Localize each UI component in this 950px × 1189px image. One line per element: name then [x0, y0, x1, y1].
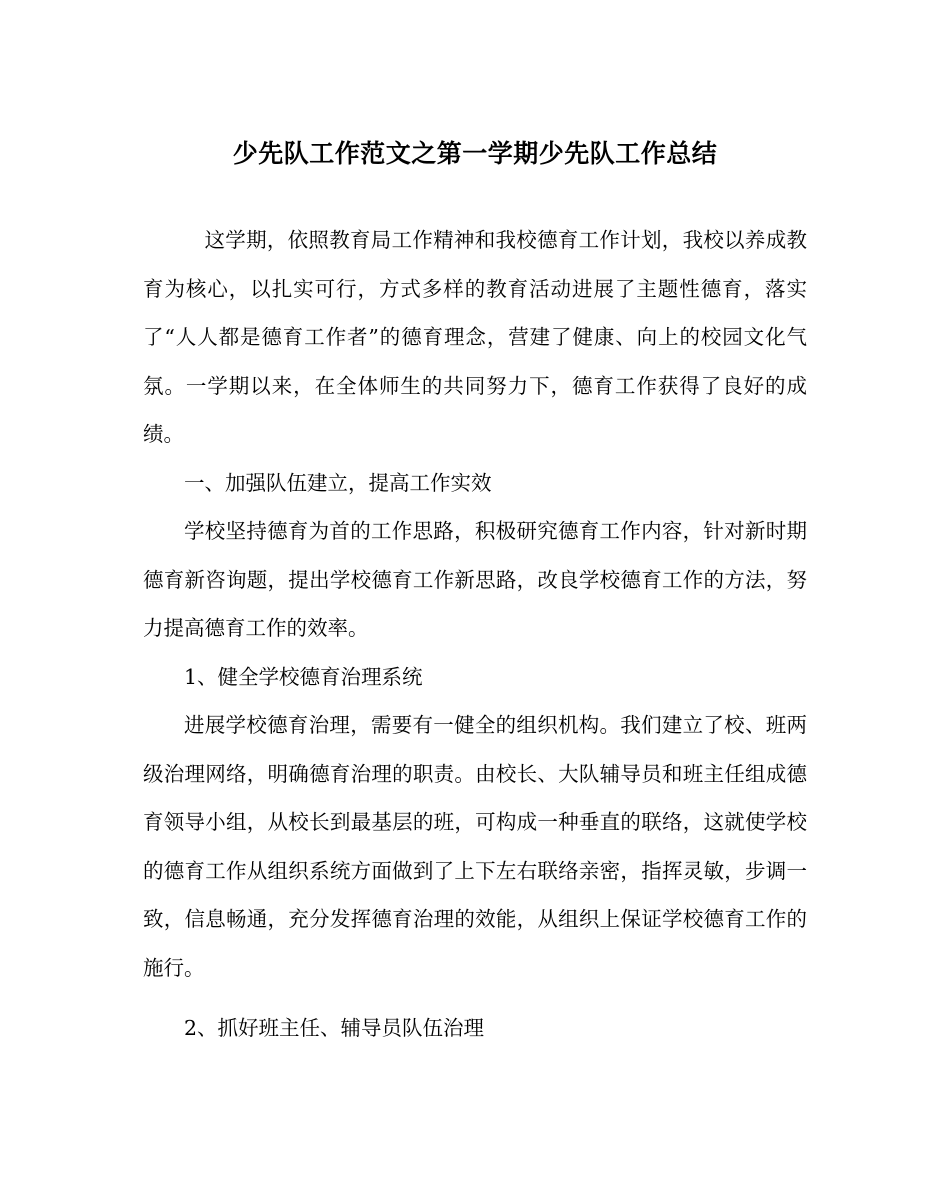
subsection-heading-1: 1、健全学校德育治理系统 — [184, 664, 423, 689]
document-title: 少先队工作范文之第一学期少先队工作总结 — [232, 139, 718, 168]
section-heading-1: 一、加强队伍建立，提高工作实效 — [184, 470, 492, 495]
document-body — [143, 216, 807, 1053]
intro-paragraph: 这学期，依照教育局工作精神和我校德育工作计划，我校以养成教育为核心，以扎实可行，方式多样的教育活动进展了主题性德育，落实了“人人都是德育工作者”的德育理念，营建了健康、向上的校园文化气氛。一学期以来，在全体师生的共同努力下，德育工作获得了良好的成绩。 — [143, 228, 807, 446]
subsection-heading-2: 2、抓好班主任、辅导员队伍治理 — [184, 1016, 485, 1040]
subsection-1-paragraph: 进展学校德育治理，需要有一健全的组织机构。我们建立了校、班两级治理网络，明确德育治理的职责。由校长、大队辅导员和班主任组成德育领导小组，从校长到最基层的班，可构成一种垂直的联络，这就使学校的德育工作从组织系统方面做到了上下左右联络亲密，指挥灵敏，步调一致，信息畅通，充分发挥德育治理的效能，从组织上保证学校德育工作的施行。 — [143, 713, 807, 980]
section-1-paragraph: 学校坚持德育为首的工作思路，积极研究德育工作内容，针对新时期德育新咨询题，提出学校德育工作新思路，改良学校德育工作的方法，努力提高德育工作的效率。 — [143, 519, 807, 640]
